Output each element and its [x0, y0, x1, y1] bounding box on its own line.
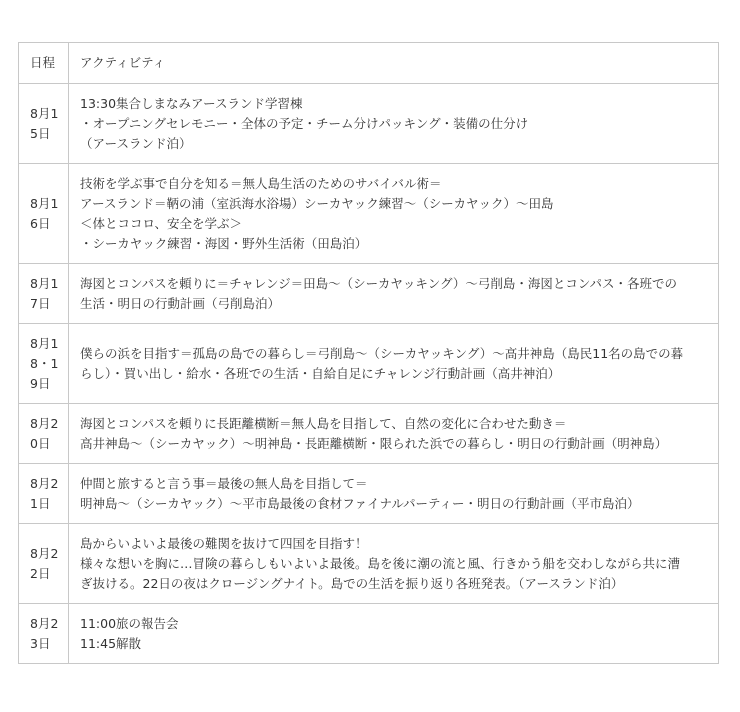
activity-line: らし）・買い出し・給水・各班での生活・自給自足にチャレンジ行動計画（高井神泊）: [80, 365, 561, 381]
date-cell: [19, 324, 69, 404]
activity-line: （アースランド泊）: [80, 135, 192, 151]
date-cell: [19, 464, 69, 524]
date-line: 8月1: [30, 335, 59, 351]
activity-line: 生活・明日の行動計画（弓削島泊）: [80, 295, 281, 311]
activity-line: ぎ抜ける。22日の夜はクロージングナイト。島での生活を振り返り各班発表。（アースランド泊）: [80, 575, 624, 591]
table-header-row: [19, 43, 719, 84]
table-row: [19, 264, 719, 324]
date-line: 6日: [30, 215, 51, 231]
date-cell: [19, 604, 69, 664]
activity-cell: [69, 604, 719, 664]
date-line: 9日: [30, 375, 51, 391]
activity-cell: [69, 324, 719, 404]
activity-cell: [69, 404, 719, 464]
activity-line: 島からいよいよ最後の難関を抜けて四国を目指す！: [80, 535, 368, 551]
date-cell: [19, 524, 69, 604]
date-line: 8・1: [30, 355, 59, 371]
date-line: 5日: [30, 125, 51, 141]
activity-cell: [69, 524, 719, 604]
header-date: 日程: [19, 43, 69, 84]
activity-line: 僕らの浜を目指す＝孤島の島での暮らし＝弓削島〜（シーカヤッキング）〜高井神島（島民11名の島での暮: [80, 345, 684, 361]
schedule-table-container: [18, 42, 718, 664]
table-row: [19, 524, 719, 604]
date-line: 8月2: [30, 475, 59, 491]
date-line: 3日: [30, 635, 51, 651]
date-cell: [19, 164, 69, 264]
activity-line: 13:30集合しまなみアースランド学習棟: [80, 95, 303, 111]
date-cell: [19, 264, 69, 324]
activity-line: 11:45解散: [80, 635, 142, 651]
schedule-body: [19, 84, 719, 664]
date-line: 7日: [30, 295, 51, 311]
table-row: [19, 164, 719, 264]
activity-cell: [69, 84, 719, 164]
date-line: 8月1: [30, 275, 59, 291]
table-row: [19, 604, 719, 664]
header-activity: アクティビティ: [69, 43, 719, 84]
date-cell: [19, 84, 69, 164]
activity-line: 明神島〜（シーカヤック）〜平市島最後の食材ファイナルパーティー・明日の行動計画（平市島泊）: [80, 495, 640, 511]
activity-line: ・シーカヤック練習・海図・野外生活術（田島泊）: [80, 235, 368, 251]
activity-line: アースランド＝鞆の浦（室浜海水浴場）シーカヤック練習〜（シーカヤック）〜田島: [80, 195, 554, 211]
date-line: 8月1: [30, 195, 59, 211]
date-cell: [19, 404, 69, 464]
date-line: 8月2: [30, 545, 59, 561]
table-row: [19, 404, 719, 464]
activity-line: ・オープニングセレモニー・全体の予定・チーム分けパッキング・装備の仕分け: [80, 115, 529, 131]
activity-line: 様々な想いを胸に…冒険の暮らしもいよいよ最後。島を後に潮の流と風、行きかう船を交わしながら共に漕: [80, 555, 681, 571]
date-line: 8月1: [30, 105, 59, 121]
activity-line: 仲間と旅すると言う事＝最後の無人島を目指して＝: [80, 475, 368, 491]
activity-cell: [69, 464, 719, 524]
activity-line: 11:00旅の報告会: [80, 615, 179, 631]
activity-line: 高井神島〜（シーカヤック）〜明神島・長距離横断・限られた浜での暮らし・明日の行動計画（明神島）: [80, 435, 668, 451]
date-line: 0日: [30, 435, 51, 451]
table-row: [19, 464, 719, 524]
date-line: 2日: [30, 565, 51, 581]
date-line: 8月2: [30, 415, 59, 431]
activity-line: 海図とコンパスを頼りに＝チャレンジ＝田島〜（シーカヤッキング）〜弓削島・海図とコンパス・各班での: [80, 275, 678, 291]
date-line: 1日: [30, 495, 51, 511]
date-line: 8月2: [30, 615, 59, 631]
table-row: [19, 84, 719, 164]
table-row: [19, 324, 719, 404]
activity-line: ＜体とココロ、安全を学ぶ＞: [80, 215, 243, 231]
activity-cell: [69, 164, 719, 264]
schedule-table: [18, 42, 719, 664]
activity-line: 技術を学ぶ事で自分を知る＝無人島生活のためのサバイバル術＝: [80, 175, 442, 191]
activity-line: 海図とコンパスを頼りに長距離横断＝無人島を目指して、自然の変化に合わせた動き＝: [80, 415, 567, 431]
activity-cell: [69, 264, 719, 324]
